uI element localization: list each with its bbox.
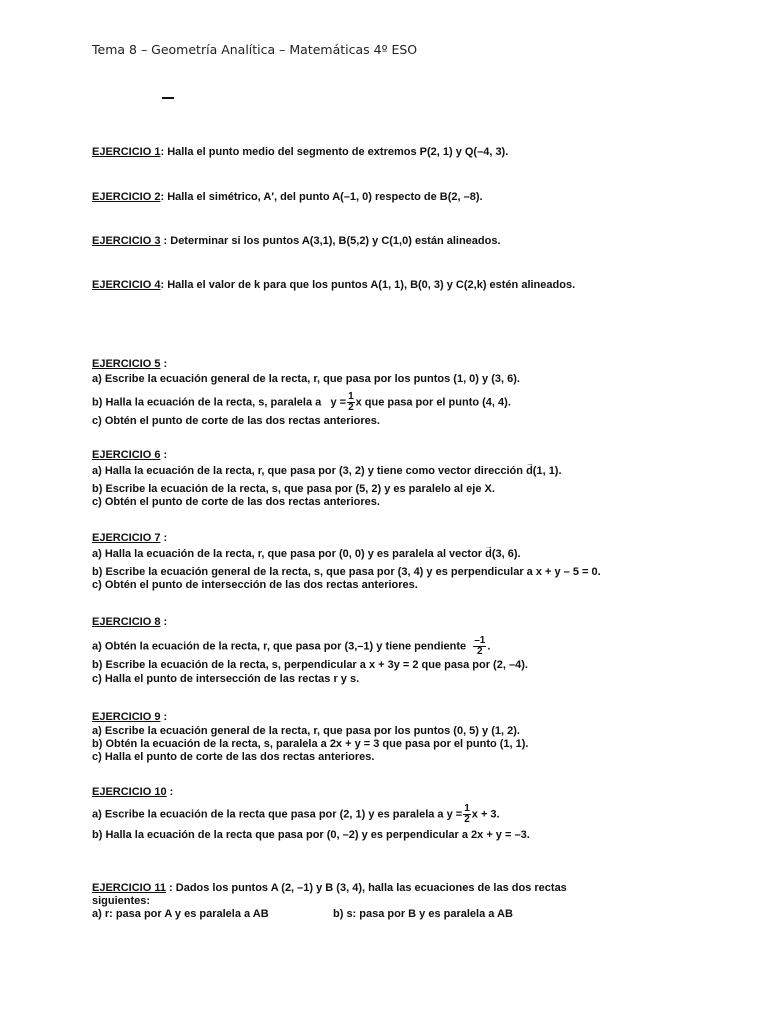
exercise-9-part-c: c) Halla el punto de corte de las dos rectas anteriores.	[92, 751, 375, 763]
vector-d: → d	[485, 548, 492, 561]
exercise-5-part-b-rest: x que pasa por el punto (4, 4).	[355, 396, 511, 409]
exercise-8-part-c: c) Halla el punto de intersección de las rectas r y s.	[92, 673, 360, 685]
exercise-10-fraction	[463, 804, 471, 825]
exercise-10-part-a-rest: x + 3.	[471, 808, 500, 821]
exercise-8-colon: :	[160, 616, 168, 628]
exercise-5-fraction	[347, 392, 355, 413]
exercise-2-title: EJERCICIO 2	[92, 191, 161, 203]
exercise-7-colon: :	[160, 532, 168, 544]
exercise-5-title: EJERCICIO 5	[92, 358, 161, 370]
exercise-6-part-a	[92, 465, 562, 478]
exercise-3-text: : Determinar si los puntos A(3,1), B(5,2) y C(1,0) están alineados.	[160, 235, 501, 247]
exercise-5-part-b	[92, 392, 511, 413]
exercise-6-part-b: b) Escribe la ecuación de la recta, s, que pasa por (5, 2) y es paralelo al eje X.	[92, 483, 495, 495]
dash-mark	[162, 97, 174, 99]
exercise-5-part-a: a) Escribe la ecuación general de la recta, r, que pasa por los puntos (1, 0) y (3, 6).	[92, 373, 520, 385]
exercise-6-part-c: c) Obtén el punto de corte de las dos rectas anteriores.	[92, 496, 380, 508]
exercise-9-part-b: b) Obtén la ecuación de la recta, s, paralela a 2x + y = 3 que pasa por el punto (1, 1).	[92, 738, 529, 750]
exercise-2	[92, 191, 483, 204]
exercise-5-part-c: c) Obtén el punto de corte de las dos rectas anteriores.	[92, 415, 380, 427]
fraction-denominator: 2	[348, 402, 354, 413]
exercise-1-title: EJERCICIO 1	[92, 146, 161, 158]
exercise-7-part-a-rest: (3, 6).	[491, 548, 521, 560]
exercise-4-text: : Halla el valor de k para que los puntos A(1, 1), B(0, 3) y C(2,k) estén alineados.	[160, 279, 576, 291]
exercise-6-part-a-rest: (1, 1).	[532, 465, 562, 477]
exercise-6-heading	[92, 449, 167, 462]
exercise-4	[92, 279, 575, 292]
exercise-8-part-a	[92, 636, 490, 657]
fraction-denominator: 2	[477, 646, 483, 657]
exercise-1-text: : Halla el punto medio del segmento de extremos P(2, 1) y Q(–4, 3).	[160, 146, 509, 158]
exercise-5-part-b-text: b) Halla la ecuación de la recta, s, paralela a	[92, 396, 322, 409]
exercise-8-heading	[92, 616, 167, 629]
exercise-11-text: : Dados los puntos A (2, –1) y B (3, 4), halla las ecuaciones de las dos rectas	[165, 882, 567, 894]
exercise-7-heading	[92, 532, 167, 545]
exercise-10-heading	[92, 786, 173, 799]
exercise-9-title: EJERCICIO 9	[92, 711, 161, 723]
fraction-denominator: 2	[464, 814, 470, 825]
fraction-numerator: 1	[348, 391, 354, 402]
fraction-numerator: –1	[474, 635, 486, 646]
exercise-8-part-a-text: a) Obtén la ecuación de la recta, r, que pasa por (3,–1) y tiene pendiente	[92, 640, 467, 653]
exercise-11-title: EJERCICIO 11	[92, 882, 166, 894]
exercise-7-part-a	[92, 548, 521, 561]
exercise-11-line-2: siguientes:	[92, 895, 151, 907]
exercise-7-part-a-text: a) Halla la ecuación de la recta, r, que pasa por (0, 0) y es paralela al vector	[92, 548, 483, 560]
exercise-10-part-a-text: a) Escribe la ecuación de la recta que pasa por (2, 1) y es paralela a y =	[92, 808, 463, 821]
vector-d: → d	[526, 465, 533, 478]
exercise-9-heading	[92, 711, 167, 724]
exercise-11-heading	[92, 882, 567, 895]
exercise-9-colon: :	[160, 711, 168, 723]
exercise-6-part-a-text: a) Halla la ecuación de la recta, r, que pasa por (3, 2) y tiene como vector dirección	[92, 465, 523, 477]
exercise-3-title: EJERCICIO 3	[92, 235, 161, 247]
exercise-5-colon: :	[160, 358, 168, 370]
exercise-2-text: : Halla el simétrico, A′, del punto A(–1, 0) respecto de B(2, –8).	[160, 191, 483, 203]
exercise-4-title: EJERCICIO 4	[92, 279, 161, 291]
exercise-11-part-b: b) s: pasa por B y es paralela a AB	[333, 908, 513, 920]
exercise-10-part-a	[92, 804, 500, 825]
page-header: Tema 8 – Geometría Analítica – Matemáticas 4º ESO	[92, 42, 418, 57]
exercise-8-fraction	[473, 636, 486, 657]
exercise-11-part-a: a) r: pasa por A y es paralela a AB	[92, 908, 269, 920]
exercise-9-part-a: a) Escribe la ecuación general de la recta, r, que pasa por los puntos (0, 5) y (1, 2).	[92, 725, 520, 737]
exercise-7-part-b: b) Escribe la ecuación general de la recta, s, que pasa por (3, 4) y es perpendicular a x + y – 5 = 0.	[92, 566, 601, 578]
exercise-8-part-b: b) Escribe la ecuación de la recta, s, perpendicular a x + 3y = 2 que pasa por (2, –4).	[92, 659, 528, 671]
exercise-7-title: EJERCICIO 7	[92, 532, 161, 544]
exercise-10-part-b: b) Halla la ecuación de la recta que pasa por (0, –2) y es perpendicular a 2x + y = –3.	[92, 829, 530, 841]
exercise-6-colon: :	[160, 449, 168, 461]
exercise-10-title: EJERCICIO 10	[92, 786, 167, 798]
exercise-6-title: EJERCICIO 6	[92, 449, 161, 461]
exercise-5-heading	[92, 358, 167, 371]
exercise-8-title: EJERCICIO 8	[92, 616, 161, 628]
exercise-10-colon: :	[166, 786, 174, 798]
exercise-7-part-c: c) Obtén el punto de intersección de las dos rectas anteriores.	[92, 579, 418, 591]
exercise-1	[92, 146, 508, 159]
exercise-8-part-a-rest: .	[487, 640, 491, 653]
fraction-numerator: 1	[464, 803, 470, 814]
exercise-5-part-b-eq: y =	[330, 396, 347, 409]
exercise-3	[92, 235, 501, 248]
